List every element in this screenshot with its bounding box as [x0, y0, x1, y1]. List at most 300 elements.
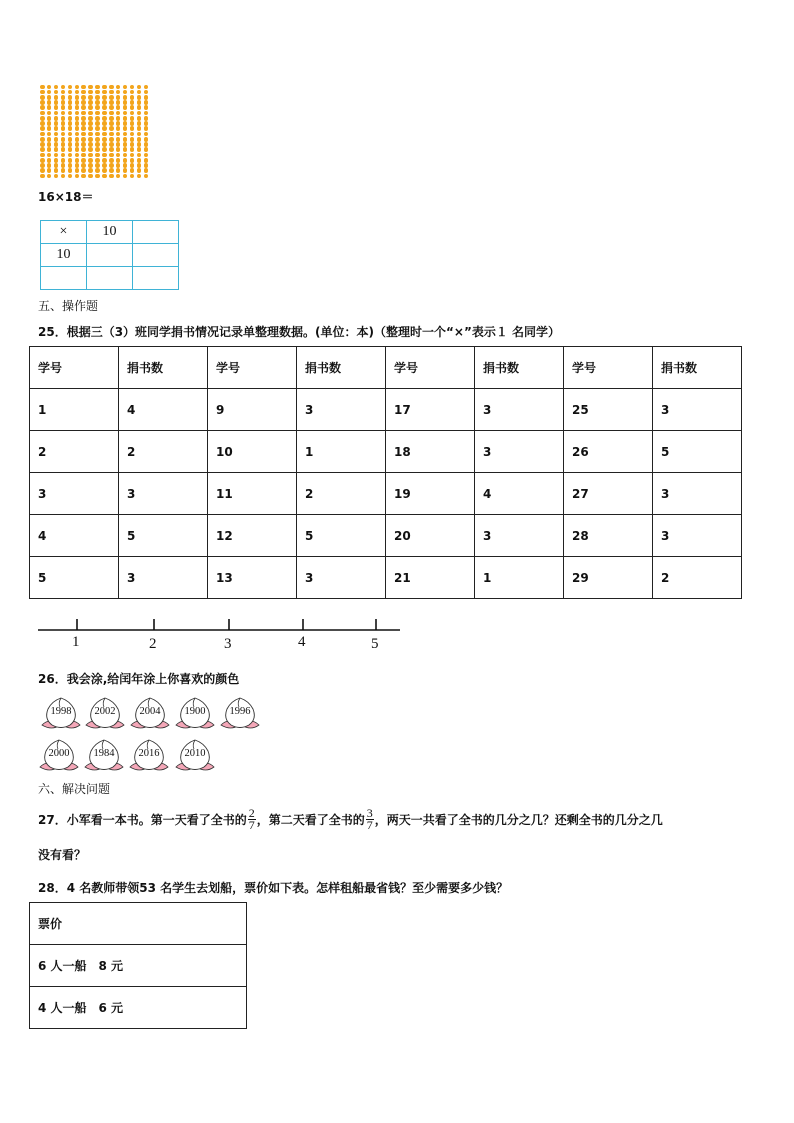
dot	[130, 174, 135, 179]
dot	[47, 90, 52, 95]
dot	[81, 174, 86, 179]
dot	[137, 116, 142, 121]
dot	[123, 90, 128, 95]
dot	[123, 174, 128, 179]
dot	[61, 137, 66, 142]
dot	[102, 121, 107, 126]
dot	[61, 90, 66, 95]
table-cell: 4	[475, 473, 564, 515]
dot	[116, 111, 121, 116]
dot	[130, 163, 135, 168]
dot	[95, 153, 100, 158]
table-cell: 1	[297, 431, 386, 473]
dot	[88, 116, 93, 121]
dot	[130, 90, 135, 95]
peach-1984[interactable]	[83, 737, 125, 775]
dot	[102, 168, 107, 173]
dot	[40, 126, 45, 131]
dot	[88, 105, 93, 110]
dot	[95, 174, 100, 179]
table-cell: 2	[297, 473, 386, 515]
dot	[123, 85, 128, 90]
question-25: 25．根据三（3）班同学捐书情况记录单整理数据。(单位：本)（整理时一个“×”表示１ 名同学）	[38, 325, 561, 339]
dot	[40, 153, 45, 158]
dot	[95, 158, 100, 163]
peach-2002[interactable]	[84, 695, 126, 733]
peach-1996[interactable]	[219, 695, 261, 733]
dot	[40, 142, 45, 147]
dot	[130, 142, 135, 147]
dot	[144, 147, 149, 152]
dot	[137, 90, 142, 95]
dot	[109, 132, 114, 137]
table-cell: 1	[30, 389, 119, 431]
dot	[47, 142, 52, 147]
price-row: 6 人一船 8 元	[30, 945, 247, 987]
dot	[88, 168, 93, 173]
dot	[130, 100, 135, 105]
dot	[95, 85, 100, 90]
dot	[130, 126, 135, 131]
dot	[47, 174, 52, 179]
header-cell: 捐书数	[653, 347, 742, 389]
dot	[137, 153, 142, 158]
fraction-numerator: 2	[248, 806, 255, 820]
dot	[137, 137, 142, 142]
dot	[47, 111, 52, 116]
dot	[109, 121, 114, 126]
dot	[81, 126, 86, 131]
table-cell: 5	[30, 557, 119, 599]
dot	[40, 168, 45, 173]
dot	[95, 137, 100, 142]
dot	[88, 153, 93, 158]
grid-cell: ×	[41, 221, 87, 244]
dot	[137, 132, 142, 137]
dot	[75, 168, 80, 173]
dot	[123, 158, 128, 163]
dot	[54, 126, 59, 131]
dot	[123, 137, 128, 142]
table-cell: 5	[297, 515, 386, 557]
dot	[61, 95, 66, 100]
dot	[95, 121, 100, 126]
dot	[88, 158, 93, 163]
dot	[68, 153, 73, 158]
dot	[102, 126, 107, 131]
dot	[54, 158, 59, 163]
table-row	[30, 515, 742, 557]
dot	[144, 100, 149, 105]
section-title-5: 五、操作题	[38, 299, 99, 313]
dot	[81, 85, 86, 90]
dot	[88, 121, 93, 126]
question-26: 26．我会涂,给闰年涂上你喜欢的颜色	[38, 672, 240, 686]
dot	[40, 90, 45, 95]
dot	[144, 85, 149, 90]
peach-2000[interactable]	[38, 737, 80, 775]
dot	[123, 168, 128, 173]
dot	[81, 158, 86, 163]
dot	[47, 158, 52, 163]
table-cell: 9	[208, 389, 297, 431]
table-cell: 3	[297, 389, 386, 431]
donation-table	[29, 346, 742, 599]
dot	[130, 121, 135, 126]
dot	[68, 100, 73, 105]
dot	[95, 105, 100, 110]
dot	[109, 163, 114, 168]
table-cell: 20	[386, 515, 475, 557]
dot	[75, 142, 80, 147]
dot	[40, 121, 45, 126]
dot	[47, 168, 52, 173]
dot	[109, 168, 114, 173]
dot	[54, 132, 59, 137]
dot	[88, 100, 93, 105]
dot	[75, 147, 80, 152]
dot	[102, 142, 107, 147]
dot	[88, 147, 93, 152]
dot	[144, 121, 149, 126]
dot	[61, 126, 66, 131]
dot	[95, 126, 100, 131]
dot	[81, 100, 86, 105]
dot	[47, 105, 52, 110]
dot	[95, 90, 100, 95]
dot	[68, 174, 73, 179]
dot	[130, 111, 135, 116]
table-cell: 28	[564, 515, 653, 557]
dot	[102, 105, 107, 110]
dot	[144, 158, 149, 163]
dot	[109, 153, 114, 158]
dot	[47, 137, 52, 142]
dot	[54, 168, 59, 173]
dot	[102, 100, 107, 105]
dot	[95, 142, 100, 147]
dot	[123, 153, 128, 158]
dot	[88, 90, 93, 95]
table-row	[30, 389, 742, 431]
header-cell: 学号	[208, 347, 297, 389]
dot	[95, 132, 100, 137]
dot	[137, 105, 142, 110]
dot	[88, 132, 93, 137]
dot	[61, 111, 66, 116]
multiplication-grid	[40, 220, 179, 290]
dot	[40, 105, 45, 110]
table-cell: 1	[475, 557, 564, 599]
dot	[116, 174, 121, 179]
dot	[61, 121, 66, 126]
dot	[47, 121, 52, 126]
dot	[137, 147, 142, 152]
table-cell: 19	[386, 473, 475, 515]
dot	[75, 137, 80, 142]
dot	[109, 116, 114, 121]
dot	[116, 126, 121, 131]
dot	[102, 174, 107, 179]
dot	[144, 168, 149, 173]
dot	[75, 90, 80, 95]
dot	[40, 132, 45, 137]
dot	[47, 153, 52, 158]
dot	[47, 116, 52, 121]
dot	[68, 111, 73, 116]
dot	[81, 95, 86, 100]
question-27	[38, 808, 663, 831]
dot	[123, 95, 128, 100]
dot	[75, 163, 80, 168]
dot	[75, 85, 80, 90]
dot	[68, 132, 73, 137]
dot	[123, 105, 128, 110]
dot	[54, 153, 59, 158]
dot	[88, 163, 93, 168]
peach-2004[interactable]	[129, 695, 171, 733]
dot	[54, 174, 59, 179]
dot	[75, 132, 80, 137]
dot	[61, 116, 66, 121]
grid-cell	[41, 267, 87, 290]
peach-year-label: 2000	[48, 748, 70, 759]
peach-year-label: 2004	[139, 706, 161, 717]
grid-cell: 10	[41, 244, 87, 267]
dot	[130, 147, 135, 152]
peach-year-label: 2002	[94, 706, 116, 717]
dot	[130, 85, 135, 90]
dot	[116, 90, 121, 95]
dot	[75, 158, 80, 163]
dot	[137, 111, 142, 116]
table-cell: 5	[653, 431, 742, 473]
dot	[116, 147, 121, 152]
table-cell: 12	[208, 515, 297, 557]
dot	[102, 132, 107, 137]
table-cell: 25	[564, 389, 653, 431]
fraction-denominator: 7	[248, 818, 255, 832]
dot	[81, 90, 86, 95]
question-27-part2: ，第二天看了全书的	[256, 813, 365, 827]
table-cell: 3	[119, 557, 208, 599]
dot	[102, 137, 107, 142]
dot	[40, 147, 45, 152]
dot	[137, 174, 142, 179]
fraction-numerator: 3	[366, 806, 373, 820]
dot	[116, 153, 121, 158]
table-cell: 21	[386, 557, 475, 599]
dot	[75, 121, 80, 126]
dot	[54, 163, 59, 168]
grid-cell	[87, 244, 133, 267]
question-27-line2: 没有看？	[38, 848, 87, 862]
dot	[130, 132, 135, 137]
dot	[68, 85, 73, 90]
dot	[40, 111, 45, 116]
dot	[116, 116, 121, 121]
dot	[102, 163, 107, 168]
dot	[137, 121, 142, 126]
dot	[40, 116, 45, 121]
dot	[40, 95, 45, 100]
grid-cell	[133, 267, 179, 290]
dot	[109, 111, 114, 116]
table-cell: 3	[653, 389, 742, 431]
dot	[81, 137, 86, 142]
dot	[109, 90, 114, 95]
dot	[88, 95, 93, 100]
multiplication-expression: 16×18＝	[38, 190, 94, 204]
fraction-denominator: 7	[366, 818, 373, 832]
grid-cell: 10	[87, 221, 133, 244]
dot	[95, 163, 100, 168]
dot	[47, 163, 52, 168]
dot	[68, 142, 73, 147]
dot	[81, 163, 86, 168]
dot	[144, 132, 149, 137]
price-row: 4 人一船 6 元	[30, 987, 247, 1029]
dot	[144, 142, 149, 147]
table-cell: 2	[30, 431, 119, 473]
dot	[54, 85, 59, 90]
dot	[102, 85, 107, 90]
question-28: 28．4 名教师带领53 名学生去划船，票价如下表。怎样租船最省钱？至少需要多少钱？	[38, 881, 509, 895]
ticket-price-table	[29, 902, 247, 1029]
peach-year-label: 2016	[138, 748, 160, 759]
dot	[102, 158, 107, 163]
dot	[81, 105, 86, 110]
dot	[130, 158, 135, 163]
dot	[116, 100, 121, 105]
dot	[137, 126, 142, 131]
dot	[144, 163, 149, 168]
dot	[68, 168, 73, 173]
number-line-label: 5	[371, 636, 379, 652]
dot	[47, 147, 52, 152]
dot	[144, 111, 149, 116]
peach-year-label: 1900	[184, 706, 206, 717]
peach-year-label: 1984	[93, 748, 115, 759]
dot	[40, 158, 45, 163]
peach-2016[interactable]	[128, 737, 170, 775]
dot	[75, 95, 80, 100]
table-cell: 10	[208, 431, 297, 473]
dot	[144, 116, 149, 121]
peach-1900[interactable]	[174, 695, 216, 733]
dot	[109, 174, 114, 179]
dot	[109, 105, 114, 110]
table-cell: 3	[119, 473, 208, 515]
dot	[40, 137, 45, 142]
dot	[40, 163, 45, 168]
table-cell: 4	[119, 389, 208, 431]
table-row	[30, 431, 742, 473]
dot	[88, 111, 93, 116]
dot	[144, 174, 149, 179]
dot	[116, 95, 121, 100]
header-cell: 捐书数	[475, 347, 564, 389]
table-cell: 27	[564, 473, 653, 515]
dot	[144, 90, 149, 95]
dot	[54, 90, 59, 95]
dot	[61, 153, 66, 158]
table-row	[30, 557, 742, 599]
table-cell: 3	[475, 389, 564, 431]
table-cell: 3	[297, 557, 386, 599]
dot	[102, 153, 107, 158]
dot	[81, 132, 86, 137]
fraction-3-7	[366, 808, 374, 831]
dot	[130, 137, 135, 142]
dot	[95, 168, 100, 173]
dot	[54, 95, 59, 100]
peach-1998[interactable]	[40, 695, 82, 733]
dot	[61, 158, 66, 163]
table-header-row	[30, 347, 742, 389]
table-row	[30, 473, 742, 515]
number-line-label: 1	[72, 634, 80, 650]
table-cell: 26	[564, 431, 653, 473]
dot	[75, 174, 80, 179]
dot	[137, 168, 142, 173]
dot	[54, 121, 59, 126]
dot	[54, 111, 59, 116]
dot	[47, 126, 52, 131]
dot	[54, 137, 59, 142]
dot	[137, 163, 142, 168]
table-cell: 17	[386, 389, 475, 431]
dot	[75, 153, 80, 158]
grid-cell	[87, 267, 133, 290]
table-cell: 3	[30, 473, 119, 515]
dot	[144, 153, 149, 158]
dot	[40, 174, 45, 179]
table-cell: 5	[119, 515, 208, 557]
dot	[137, 100, 142, 105]
dot	[109, 126, 114, 131]
dot	[109, 95, 114, 100]
dot	[68, 121, 73, 126]
dot	[95, 111, 100, 116]
dot	[47, 85, 52, 90]
header-cell: 捐书数	[297, 347, 386, 389]
table-cell: 2	[653, 557, 742, 599]
table-cell: 18	[386, 431, 475, 473]
dot	[102, 147, 107, 152]
table-cell: 13	[208, 557, 297, 599]
dot	[88, 137, 93, 142]
dot	[95, 116, 100, 121]
dot	[47, 95, 52, 100]
peach-year-label: 1998	[50, 706, 72, 717]
dot	[116, 168, 121, 173]
header-cell: 学号	[30, 347, 119, 389]
dot	[54, 147, 59, 152]
dot	[116, 142, 121, 147]
dot	[61, 163, 66, 168]
dot	[102, 90, 107, 95]
dot	[123, 147, 128, 152]
table-cell: 11	[208, 473, 297, 515]
dot	[109, 85, 114, 90]
dot	[54, 116, 59, 121]
dot	[75, 111, 80, 116]
dot	[109, 137, 114, 142]
dot	[123, 100, 128, 105]
peach-2010[interactable]	[174, 737, 216, 775]
dot	[130, 116, 135, 121]
